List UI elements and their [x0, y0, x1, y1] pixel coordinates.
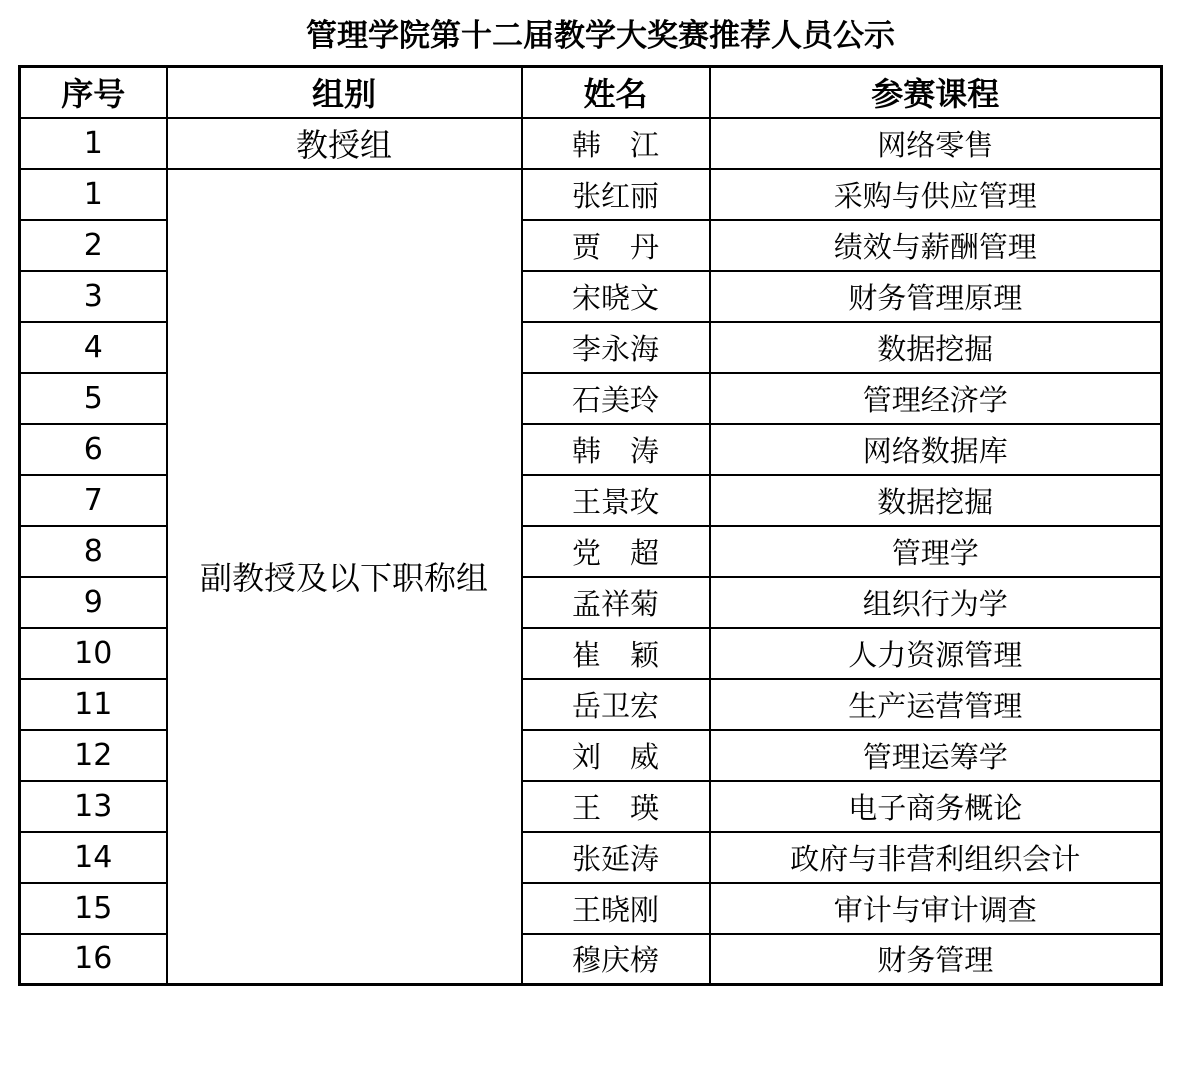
row-number-cell: 3	[20, 271, 167, 322]
course-cell: 电子商务概论	[710, 781, 1162, 832]
course-cell: 采购与供应管理	[710, 169, 1162, 220]
name-cell: 韩 涛	[522, 424, 710, 475]
page-title: 管理学院第十二届教学大奖赛推荐人员公示	[306, 18, 895, 54]
name-cell: 韩 江	[522, 118, 710, 169]
name-cell: 王景玫	[522, 475, 710, 526]
row-number-cell: 8	[20, 526, 167, 577]
row-number-cell: 14	[20, 832, 167, 883]
header-序号: 序号	[20, 67, 167, 118]
row-number-cell: 1	[20, 169, 167, 220]
row-number-cell: 5	[20, 373, 167, 424]
row-number-cell: 16	[20, 934, 167, 985]
recommendation-table	[18, 65, 1163, 986]
course-cell: 财务管理原理	[710, 271, 1162, 322]
name-cell: 岳卫宏	[522, 679, 710, 730]
row-number-cell: 9	[20, 577, 167, 628]
course-cell: 数据挖掘	[710, 475, 1162, 526]
row-number-cell: 2	[20, 220, 167, 271]
table-row	[20, 169, 1162, 220]
course-cell: 生产运营管理	[710, 679, 1162, 730]
name-cell: 穆庆榜	[522, 934, 710, 985]
name-cell: 王 瑛	[522, 781, 710, 832]
row-number-cell: 7	[20, 475, 167, 526]
course-cell: 网络数据库	[710, 424, 1162, 475]
row-number-cell: 13	[20, 781, 167, 832]
name-cell: 孟祥菊	[522, 577, 710, 628]
course-cell: 人力资源管理	[710, 628, 1162, 679]
header-姓名: 姓名	[522, 67, 710, 118]
header-组别: 组别	[167, 67, 522, 118]
name-cell: 张红丽	[522, 169, 710, 220]
row-number-cell: 11	[20, 679, 167, 730]
row-number-cell: 4	[20, 322, 167, 373]
course-cell: 管理学	[710, 526, 1162, 577]
row-number-cell: 10	[20, 628, 167, 679]
header-参赛课程: 参赛课程	[710, 67, 1162, 118]
course-cell: 绩效与薪酬管理	[710, 220, 1162, 271]
table-row	[20, 118, 1162, 169]
name-cell: 张延涛	[522, 832, 710, 883]
name-cell: 石美玲	[522, 373, 710, 424]
header-row	[20, 67, 1162, 118]
row-number-cell: 15	[20, 883, 167, 934]
course-cell: 财务管理	[710, 934, 1162, 985]
course-cell: 组织行为学	[710, 577, 1162, 628]
course-cell: 网络零售	[710, 118, 1162, 169]
name-cell: 崔 颖	[522, 628, 710, 679]
name-cell: 贾 丹	[522, 220, 710, 271]
course-cell: 管理经济学	[710, 373, 1162, 424]
course-cell: 数据挖掘	[710, 322, 1162, 373]
row-number-cell: 12	[20, 730, 167, 781]
name-cell: 刘 威	[522, 730, 710, 781]
row-number-cell: 1	[20, 118, 167, 169]
group-cell-associate: 副教授及以下职称组	[167, 169, 522, 985]
row-number-cell: 6	[20, 424, 167, 475]
group-cell-professor: 教授组	[167, 118, 522, 169]
course-cell: 政府与非营利组织会计	[710, 832, 1162, 883]
name-cell: 李永海	[522, 322, 710, 373]
course-cell: 审计与审计调查	[710, 883, 1162, 934]
name-cell: 党 超	[522, 526, 710, 577]
course-cell: 管理运筹学	[710, 730, 1162, 781]
name-cell: 宋晓文	[522, 271, 710, 322]
name-cell: 王晓刚	[522, 883, 710, 934]
